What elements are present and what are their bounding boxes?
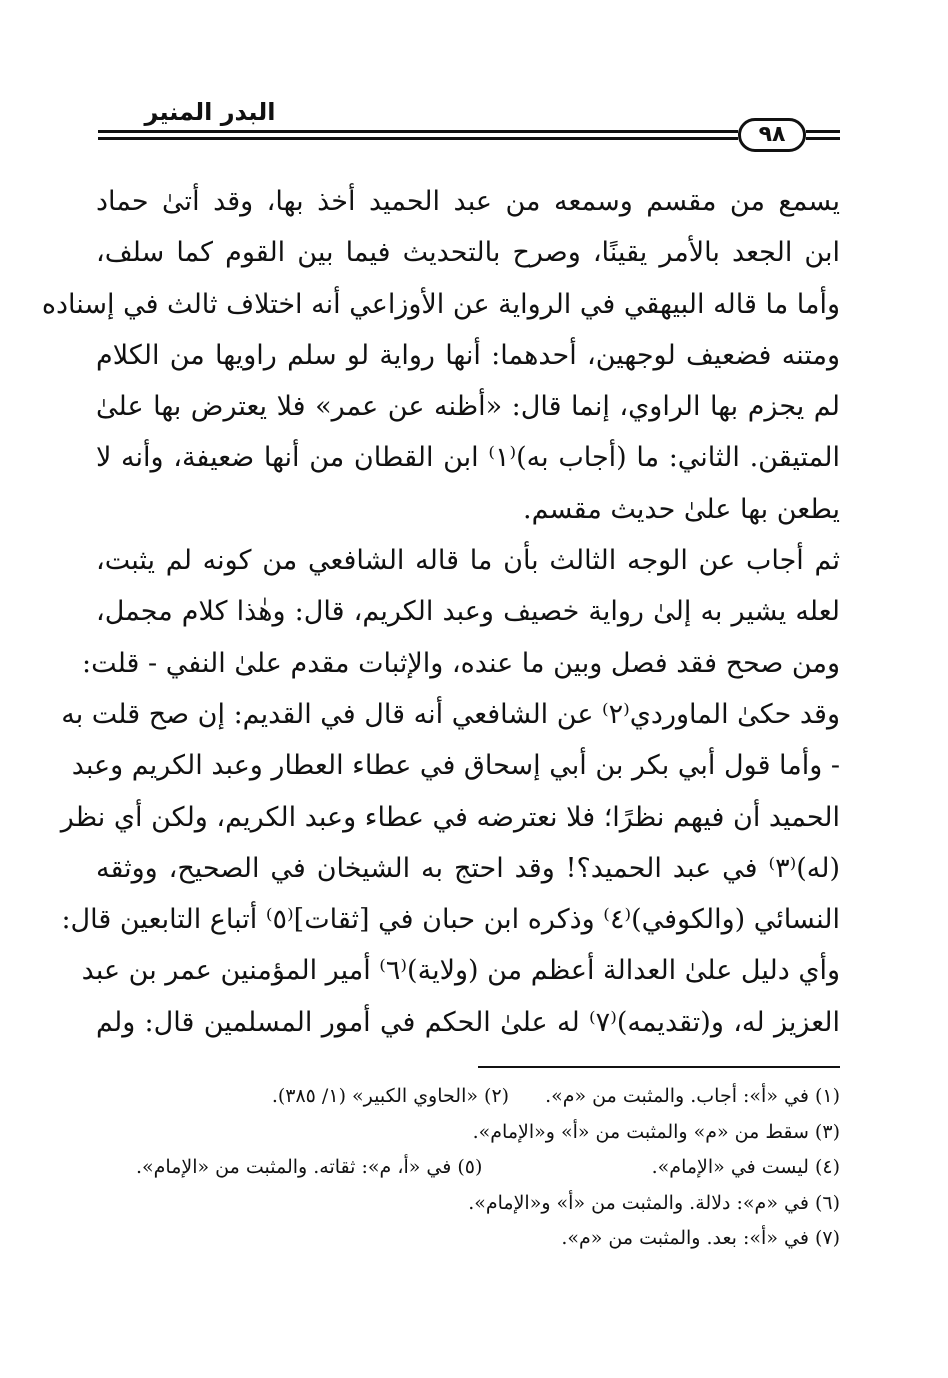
footnote-line bbox=[96, 1186, 840, 1222]
text-line: النسائي (والكوفي)⁽٤⁾ وذكره ابن حبان في [ثقات]⁽٥⁾ أتباع التابعين قال: bbox=[61, 904, 840, 936]
text-line: - وأما قول أبي بكر بن أبي إسحاق في عطاء العطار وعبد الكريم وعبد bbox=[71, 750, 840, 782]
text-line: ابن الجعد بالأمر يقينًا، وصرح بالتحديث فيما بين القوم كما سلف، bbox=[96, 237, 840, 269]
page-number: ٩٨ bbox=[738, 118, 806, 152]
footnote-line bbox=[96, 1150, 840, 1186]
text-line: وقد حكىٰ الماوردي⁽٢⁾ عن الشافعي أنه قال في القديم: إن صح قلت به bbox=[61, 698, 840, 730]
text-line: لعله يشير به إلىٰ رواية خصيف وعبد الكريم، قال: وهٰذا كلام مجمل، bbox=[96, 596, 840, 628]
header-rule bbox=[98, 137, 738, 140]
footnote-7: (٧) في «أ»: بعد. والمثبت من «م». bbox=[561, 1227, 840, 1249]
main-text bbox=[41, 176, 841, 1048]
header-rule bbox=[806, 130, 840, 133]
text-line: لم يجزم بها الراوي، إنما قال: «أظنه عن عمر» فلا يعترض بها علىٰ bbox=[96, 391, 840, 423]
text-line: يسمع من مقسم وسمعه من عبد الحميد أخذ بها، وقد أتىٰ حماد bbox=[96, 186, 840, 217]
text-line: ومن صحح فقد فصل وبين ما عنده، والإثبات مقدم علىٰ النفي - قلت: bbox=[82, 647, 840, 679]
footnote-5: (٥) في «أ، م»: ثقاته. والمثبت من «الإمام». bbox=[136, 1156, 483, 1178]
footnote-1: (١) في «أ»: أجاب. والمثبت من «م». bbox=[545, 1085, 840, 1107]
text-line: ومتنه فضعيف لوجهين، أحدهما: أنها رواية لو سلم راويها من الكلام bbox=[96, 339, 840, 371]
footnotes bbox=[96, 1079, 840, 1257]
footnote-line bbox=[96, 1115, 840, 1151]
text-line: ثم أجاب عن الوجه الثالث بأن ما قاله الشافعي من كونه لم يثبت، bbox=[96, 545, 840, 577]
text-line: وأما ما قاله البيهقي في الرواية عن الأوزاعي أنه اختلاف ثالث في إسناده bbox=[41, 288, 840, 320]
header-rule bbox=[806, 137, 840, 140]
header-rule bbox=[98, 130, 738, 133]
footnote-separator bbox=[478, 1066, 840, 1068]
running-title: البدر المنير bbox=[144, 98, 276, 126]
text-line: (له)⁽٣⁾ في عبد الحميد؟! وقد احتج به الشيخان في الصحيح، ووثقه bbox=[96, 852, 840, 884]
footnote-3: (٣) سقط من «م» والمثبت من «أ» و«الإمام». bbox=[472, 1120, 840, 1143]
text-line: العزيز له، و(تقديمه)⁽٧⁾ له علىٰ الحكم في أمور المسلمين قال: ولم bbox=[96, 1006, 841, 1038]
footnote-line bbox=[96, 1221, 840, 1257]
footnote-line bbox=[96, 1079, 840, 1115]
footnote-4: (٤) ليست في «الإمام». bbox=[651, 1156, 840, 1178]
footnote-6: (٦) في «م»: دلالة. والمثبت من «أ» و«الإمام». bbox=[468, 1191, 840, 1214]
text-line: المتيقن. الثاني: ما (أجاب به)⁽١⁾ ابن القطان من أنها ضعيفة، وأنه لا bbox=[96, 442, 840, 474]
text-line: الحميد أن فيهم نظرًا؛ فلا نعترضه في عطاء وعبد الكريم، ولكن أي نظر bbox=[60, 801, 840, 833]
footnote-2: (٢) «الحاوي الكبير» (١/ ٣٨٥). bbox=[271, 1085, 510, 1107]
text-line: يطعن بها علىٰ حديث مقسم. bbox=[523, 493, 840, 525]
text-line: وأي دليل علىٰ العدالة أعظم من (ولاية)⁽٦⁾ أمير المؤمنين عمر بن عبد bbox=[81, 955, 840, 987]
